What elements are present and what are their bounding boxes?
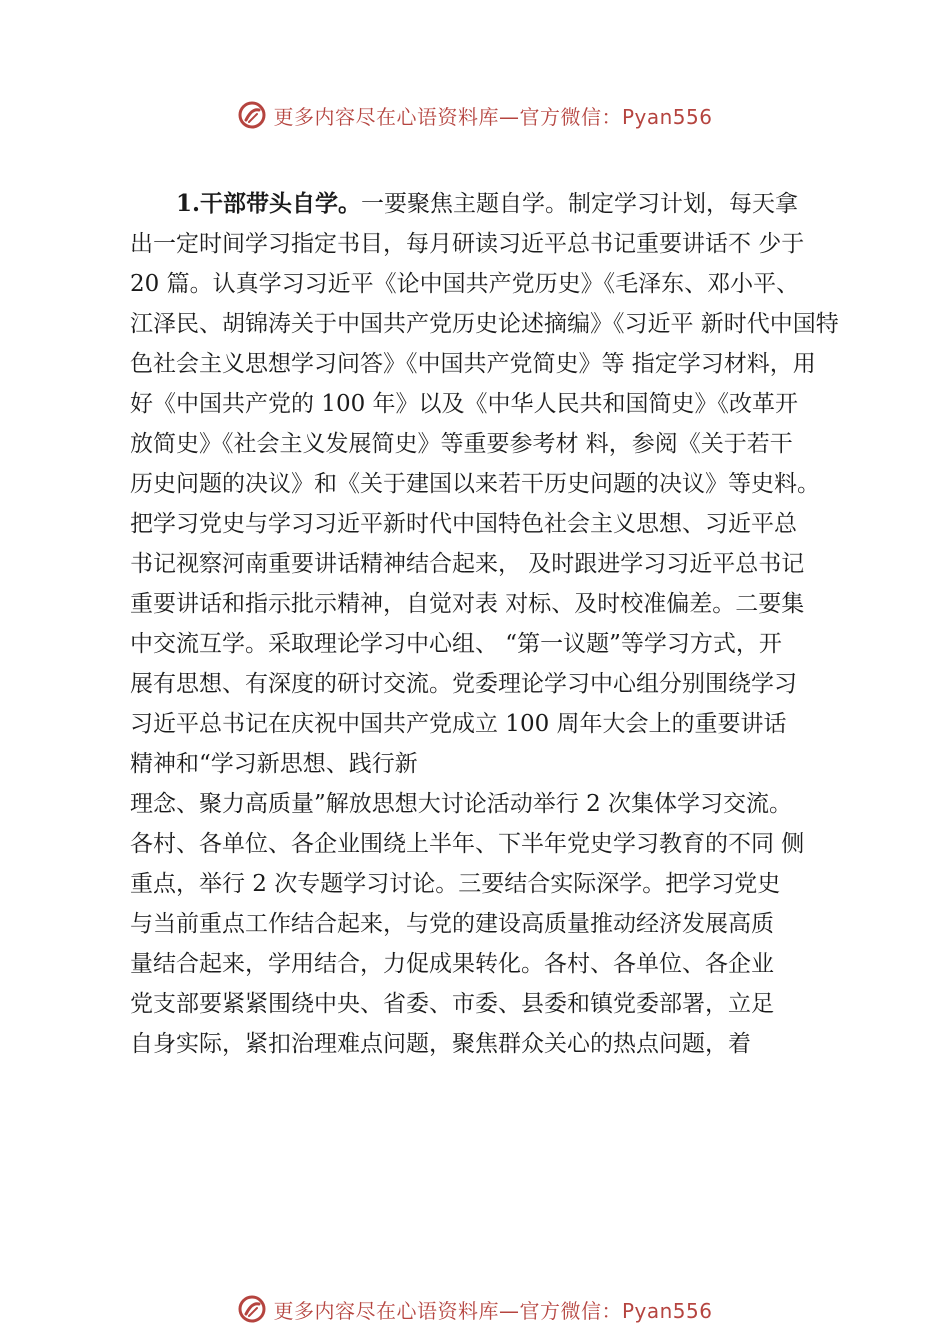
text-line: 江泽民、胡锦涛关于中国共产党历史论述摘编》《习近平 新时代中国特 [130, 311, 839, 337]
header-watermark [0, 95, 950, 135]
document-body [130, 184, 860, 1064]
text-line: 放简史》《社会主义发展简史》等重要参考材 料，参阅《关于若干 [130, 431, 793, 457]
text-line: 好《中国共产党的 100 年》以及《中华人民共和国简史》《改革开 [130, 391, 799, 417]
text-line: 量结合起来，学用结合，力促成果转化。各村、各单位、各企业 [130, 951, 774, 977]
text-line: 色社会主义思想学习问答》《中国共产党简史》等 指定学习材料，用 [130, 351, 816, 377]
text-line: 理念、聚力高质量”解放思想大讨论活动举行 2 次集体学习交流。 [130, 791, 793, 817]
text-line: 中交流互学。采取理论学习中心组、 “第一议题”等学习方式，开 [130, 631, 782, 657]
text-line: 各村、各单位、各企业围绕上半年、下半年党史学习教育的不同 侧 [130, 831, 805, 857]
text-line: 重点，举行 2 次专题学习讨论。三要结合实际深学。把学习党史 [130, 871, 781, 897]
text-line: 习近平总书记在庆祝中国共产党成立 100 周年大会上的重要讲话 [130, 711, 787, 737]
text-line: 一要聚焦主题自学。制定学习计划，每天拿 [361, 191, 799, 217]
section-heading: 1.干部带头自学。 [176, 190, 362, 217]
brush-logo-icon [237, 100, 267, 130]
text-line: 把学习党史与学习习近平新时代中国特色社会主义思想、习近平总 [130, 511, 797, 537]
paragraph-first-line [130, 184, 860, 224]
text-line: 精神和“学习新思想、践行新 [130, 751, 418, 777]
footer-watermark [0, 1289, 950, 1329]
text-line: 与当前重点工作结合起来，与党的建设高质量推动经济发展高质 [130, 911, 774, 937]
text-line: 自身实际，紧扣治理难点问题，聚焦群众关心的热点问题，着 [130, 1031, 751, 1057]
text-line: 重要讲话和指示批示精神，自觉对表 对标、及时校准偏差。二要集 [130, 591, 805, 617]
text-line: 历史问题的决议》和《关于建国以来若干历史问题的决议》等史料。 [130, 471, 820, 497]
text-line: 书记视察河南重要讲话精神结合起来， 及时跟进学习习近平总书记 [130, 551, 805, 577]
text-line: 展有思想、有深度的研讨交流。党委理论学习中心组分别围绕学习 [130, 671, 797, 697]
brush-logo-icon [237, 1294, 267, 1324]
text-line: 20 篇。认真学习习近平《论中国共产党历史》《毛泽东、邓小平、 [130, 271, 800, 297]
text-line: 党支部要紧紧围绕中央、省委、市委、县委和镇党委部署，立足 [130, 991, 774, 1017]
watermark-text: 更多内容尽在心语资料库—官方微信：Pyan556 [273, 104, 713, 129]
watermark-text: 更多内容尽在心语资料库—官方微信：Pyan556 [273, 1298, 713, 1323]
text-line: 出一定时间学习指定书目，每月研读习近平总书记重要讲话不 少于 [130, 231, 805, 257]
